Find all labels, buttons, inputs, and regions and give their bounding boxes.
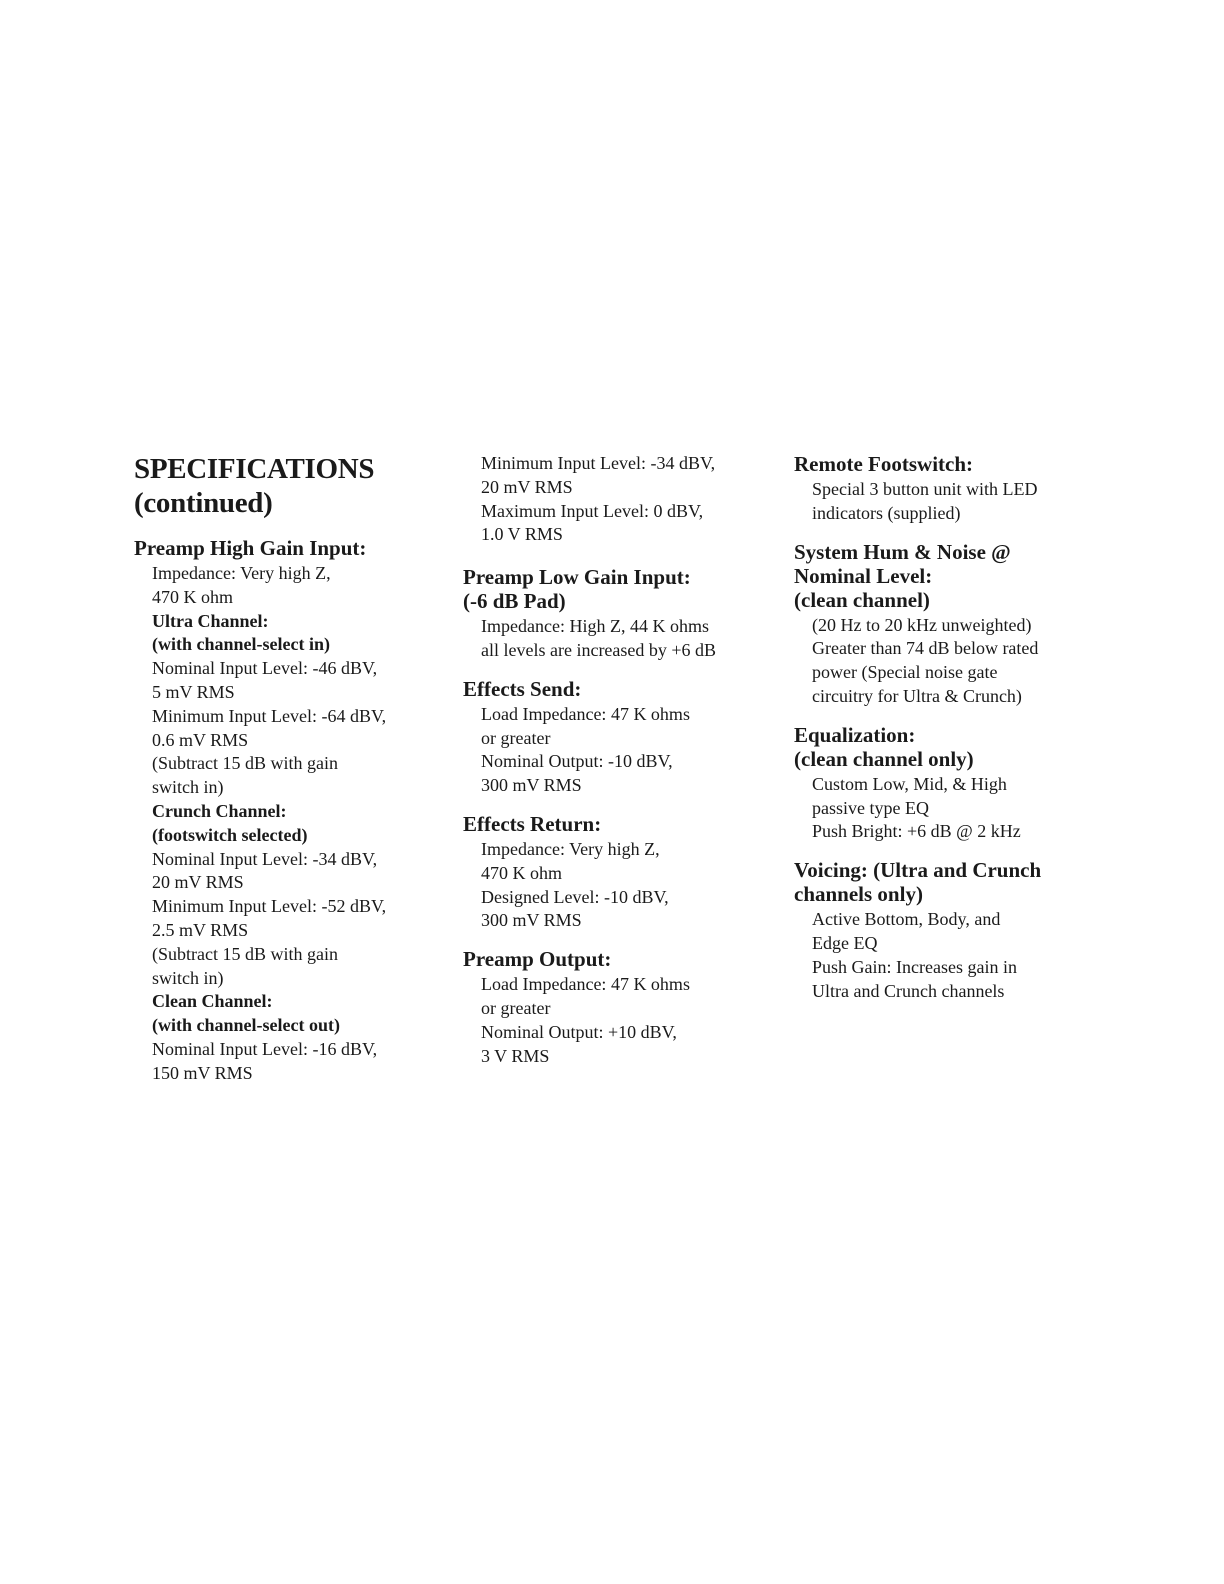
section-body xyxy=(794,773,1094,844)
column-3 xyxy=(794,452,1094,1017)
section-heading: Preamp Output: xyxy=(463,947,612,972)
spec-subheading: (footswitch selected) xyxy=(152,824,308,845)
section-heading: (clean channel) xyxy=(794,587,930,612)
section-body xyxy=(463,838,783,933)
section-heading: (clean channel only) xyxy=(794,746,974,771)
spec-line: Impedance: Very high Z, xyxy=(152,563,331,583)
spec-line: Custom Low, Mid, & High xyxy=(812,773,1007,794)
spec-line: Greater than 74 dB below rated xyxy=(812,638,1039,659)
section-heading: Effects Send: xyxy=(463,676,582,701)
spec-line: power (Special noise gate xyxy=(812,662,998,683)
spec-line: indicators (supplied) xyxy=(812,502,961,523)
spec-line: (20 Hz to 20 kHz unweighted) xyxy=(812,614,1032,635)
spec-line: Push Bright: +6 dB @ 2 kHz xyxy=(812,821,1021,842)
spec-subheading: Ultra Channel: xyxy=(152,610,269,631)
page-title-line: (continued) xyxy=(134,487,273,519)
spec-subheading: Crunch Channel: xyxy=(152,800,287,821)
section-heading: Remote Footswitch: xyxy=(794,452,974,476)
spec-section-preamp-output xyxy=(463,947,783,1068)
spec-subheading: Clean Channel: xyxy=(152,991,273,1012)
spec-line: or greater xyxy=(481,727,551,748)
spec-line: 20 mV RMS xyxy=(481,476,573,497)
spec-section-equalization xyxy=(794,723,1094,844)
spec-line: Push Gain: Increases gain in xyxy=(812,956,1017,977)
spec-line: or greater xyxy=(481,997,551,1018)
spec-line: Active Bottom, Body, and xyxy=(812,909,1001,930)
spec-line: 5 mV RMS xyxy=(152,681,235,702)
spec-line: Special 3 button unit with LED xyxy=(812,479,1038,499)
spec-line: 2.5 mV RMS xyxy=(152,919,249,940)
page-title-line: SPECIFICATIONS xyxy=(134,453,375,485)
spec-line: Nominal Output: +10 dBV, xyxy=(481,1021,677,1042)
spec-line: Impedance: Very high Z, xyxy=(481,838,660,859)
section-heading: channels only) xyxy=(794,882,923,907)
section-heading: Effects Return: xyxy=(463,811,602,836)
section-body xyxy=(794,614,1094,709)
spec-line: 300 mV RMS xyxy=(481,910,582,931)
spec-line: 0.6 mV RMS xyxy=(152,729,249,750)
spec-line: Nominal Input Level: -46 dBV, xyxy=(152,658,378,679)
spec-line: Ultra and Crunch channels xyxy=(812,980,1005,1001)
spec-line: Load Impedance: 47 K ohms xyxy=(481,703,690,724)
spec-line: 20 mV RMS xyxy=(152,872,244,893)
spec-subheading: (with channel-select in) xyxy=(152,634,330,655)
page-title xyxy=(134,452,444,520)
spec-line: Impedance: High Z, 44 K ohms xyxy=(481,616,709,637)
spec-line: Nominal Input Level: -34 dBV, xyxy=(152,848,378,869)
spec-line: Load Impedance: 47 K ohms xyxy=(481,974,690,995)
section-body xyxy=(794,908,1094,1003)
spec-line: all levels are increased by +6 dB xyxy=(481,639,717,660)
spec-subheading: (with channel-select out) xyxy=(152,1015,340,1036)
spec-section-hum-noise xyxy=(794,540,1094,709)
spec-line: Minimum Input Level: -64 dBV, xyxy=(152,705,387,726)
section-heading: (-6 dB Pad) xyxy=(463,589,566,614)
spec-line: switch in) xyxy=(152,777,224,798)
spec-line: (Subtract 15 dB with gain xyxy=(152,943,338,964)
spec-section-effects-send xyxy=(463,677,783,798)
spec-line: Edge EQ xyxy=(812,932,878,953)
spec-line: 3 V RMS xyxy=(481,1045,550,1066)
section-heading: Equalization: xyxy=(794,722,916,747)
spec-line: circuitry for Ultra & Crunch) xyxy=(812,685,1022,706)
section-body xyxy=(463,973,783,1068)
spec-line: switch in) xyxy=(152,967,224,988)
spec-line: 470 K ohm xyxy=(481,862,562,883)
spec-line: 150 mV RMS xyxy=(152,1062,253,1083)
section-body xyxy=(463,703,783,798)
spec-line: 300 mV RMS xyxy=(481,775,582,796)
section-heading: Nominal Level: xyxy=(794,563,933,588)
spec-line: Nominal Output: -10 dBV, xyxy=(481,751,673,772)
section-body xyxy=(463,615,783,663)
spec-section-effects-return xyxy=(463,812,783,933)
spec-line: 1.0 V RMS xyxy=(481,524,563,545)
spec-line: Maximum Input Level: 0 dBV, xyxy=(481,500,704,521)
section-heading: Preamp Low Gain Input: xyxy=(463,565,691,590)
column-2 xyxy=(463,452,783,1082)
spec-line: Nominal Input Level: -16 dBV, xyxy=(152,1038,378,1059)
section-heading: System Hum & Noise @ xyxy=(794,539,1011,564)
continued-lines xyxy=(463,452,783,547)
section-body xyxy=(794,478,1094,526)
section-body xyxy=(134,562,444,1086)
spec-line: Minimum Input Level: -34 dBV, xyxy=(481,453,716,473)
spec-line: Designed Level: -10 dBV, xyxy=(481,886,669,907)
spec-section-preamp-high-gain xyxy=(134,536,444,1086)
spec-line: (Subtract 15 dB with gain xyxy=(152,753,338,774)
spec-section-preamp-low-gain xyxy=(463,565,783,663)
spec-line: passive type EQ xyxy=(812,797,929,818)
section-heading: Voicing: (Ultra and Crunch xyxy=(794,858,1042,883)
spec-line: Minimum Input Level: -52 dBV, xyxy=(152,896,387,917)
column-1 xyxy=(134,452,444,1100)
spec-section-remote-footswitch xyxy=(794,452,1094,526)
spec-section-voicing xyxy=(794,858,1094,1003)
spec-line: 470 K ohm xyxy=(152,586,233,607)
section-heading: Preamp High Gain Input: xyxy=(134,536,367,560)
